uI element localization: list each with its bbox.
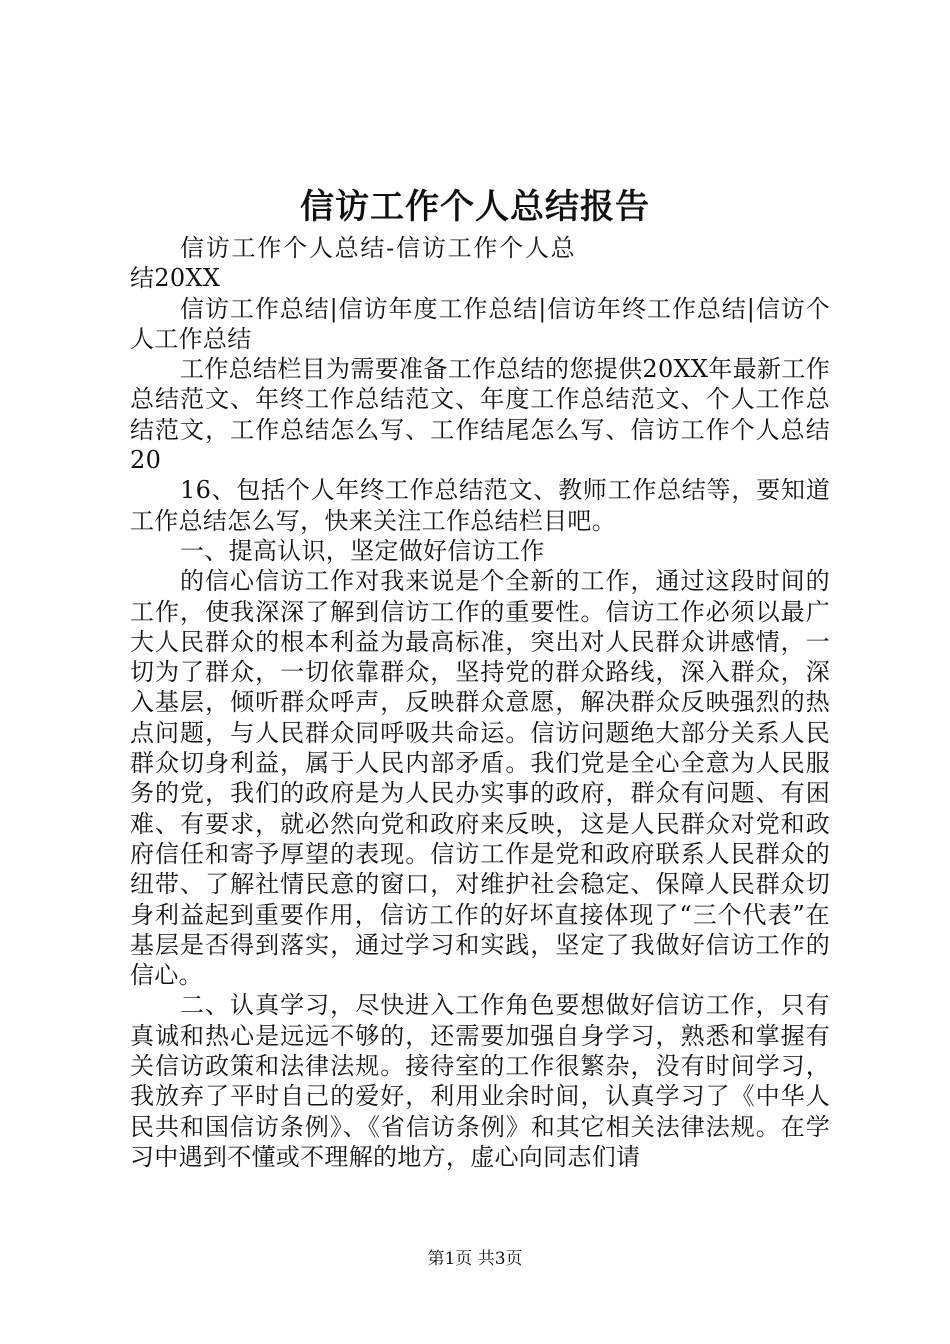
- page-footer: 第1页 共3页: [427, 1249, 523, 1269]
- section-heading-1: 一、提高认识，坚定做好信访工作: [180, 536, 545, 565]
- document-body: [130, 233, 830, 1172]
- document-title: 信访工作个人总结报告: [300, 187, 650, 227]
- paragraph-section-2: 二、认真学习，尽快进入工作角色要想做好信访工作，只有真诚和热心是远远不够的，还需要加强自身学习，熟悉和掌握有关信访政策和法律法规。接待室的工作很繁杂，没有时间学习，我放弃了平时自己的爱好，利用业余时间，认真学习了《中华人民共和国信访条例》、《省信访条例》和其它相关法律法规。在学习中遇到不懂或不理解的地方，虚心向同志们请: [130, 991, 830, 1171]
- paragraph-intro: 工作总结栏目为需要准备工作总结的您提供20XX年最新工作总结范文、年终工作总结范文、年度工作总结范文、个人工作总结范文，工作总结怎么写、工作结尾怎么写、信访工作个人总结20: [130, 355, 830, 475]
- paragraph-intro-continued: 16、包括个人年终工作总结范文、教师工作总结等，要知道工作总结怎么写，快来关注工作总结栏目吧。: [130, 476, 830, 535]
- paragraph-keywords: 信访工作总结|信访年度工作总结|信访年终工作总结|信访个人工作总结: [130, 294, 830, 353]
- paragraph-section-1: 的信心信访工作对我来说是个全新的工作，通过这段时间的工作，使我深深了解到信访工作的重要性。信访工作必须以最广大人民群众的根本利益为最高标准，突出对人民群众讲感情，一切为了群众，一切依靠群众，坚持党的群众路线，深入群众，深入基层，倾听群众呼声，反映群众意愿，解决群众反映强烈的热点问题，与人民群众同呼吸共命运。信访问题绝大部分关系人民群众切身利益，属于人民内部矛盾。我们党是全心全意为人民服务的党，我们的政府是为人民办实事的政府，群众有问题、有困难、有要求，就必然向党和政府来反映，这是人民群众对党和政府信任和寄予厚望的表现。信访工作是党和政府联系人民群众的纽带、了解社情民意的窗口，对维护社会稳定、保障人民群众切身利益起到重要作用，信访工作的好坏直接体现了“三个代表”在基层是否得到落实，通过学习和实践，坚定了我做好信访工作的信心。: [130, 567, 830, 990]
- paragraph-subtitle: 信访工作个人总结-信访工作个人总结20XX: [130, 234, 575, 293]
